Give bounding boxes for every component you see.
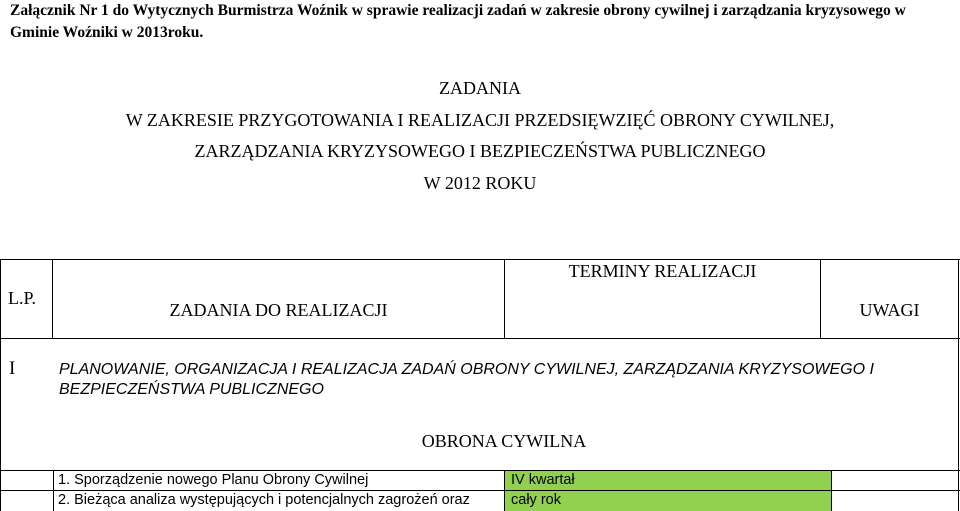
section-number: I: [9, 358, 16, 379]
col-term-border: [820, 259, 821, 338]
term-row-1: IV kwartał: [511, 472, 575, 488]
col-lp-border: [52, 259, 53, 338]
header-bottom-border: [0, 338, 960, 339]
col-task-border: [504, 470, 505, 511]
header-terms: TERMINY REALIZACJI: [568, 261, 757, 281]
attachment-note: Załącznik Nr 1 do Wytycznych Burmistrza Woźnik w sprawie realizacji zadań w zakresie obrony cywilnej i zarządzania kryzysowego w Gminie Woźniki w 2013roku.: [10, 2, 906, 41]
section-title: PLANOWANIE, ORGANIZACJA I REALIZACJA ZADAŃ OBRONY CYWILNEJ, ZARZĄDZANIA KRYZYSOWEGO I BEZPIECZEŃSTWA PUBLICZNEGO: [59, 361, 874, 398]
task-row-1: 1. Sporządzenie nowego Planu Obrony Cywilnej: [58, 472, 369, 488]
header-lp: L.P.: [8, 288, 37, 308]
subsection-title: OBRONA CYWILNA: [421, 431, 587, 451]
table-left-border: [0, 259, 1, 511]
title-line-3: ZARZĄDZANIA KRYZYSOWEGO I BEZPIECZEŃSTWA PUBLICZNEGO: [194, 141, 766, 161]
title-line-2: W ZAKRESIE PRZYGOTOWANIA I REALIZACJI PRZEDSIĘWZIĘĆ OBRONY CYWILNEJ,: [125, 110, 835, 130]
header-notes: UWAGI: [859, 300, 920, 320]
col-term-border: [831, 470, 832, 511]
col-lp-border: [53, 470, 54, 511]
table-top-border: [0, 259, 960, 260]
title-year: W 2012 ROKU: [423, 173, 537, 193]
task-row-2: 2. Bieżąca analiza występujących i potencjalnych zagrożeń oraz: [58, 492, 470, 508]
document-title: ZADANIA: [439, 78, 521, 98]
header-tasks: ZADANIA DO REALIZACJI: [169, 300, 388, 320]
term-row-2: cały rok: [511, 492, 561, 508]
table-right-border: [958, 259, 959, 511]
